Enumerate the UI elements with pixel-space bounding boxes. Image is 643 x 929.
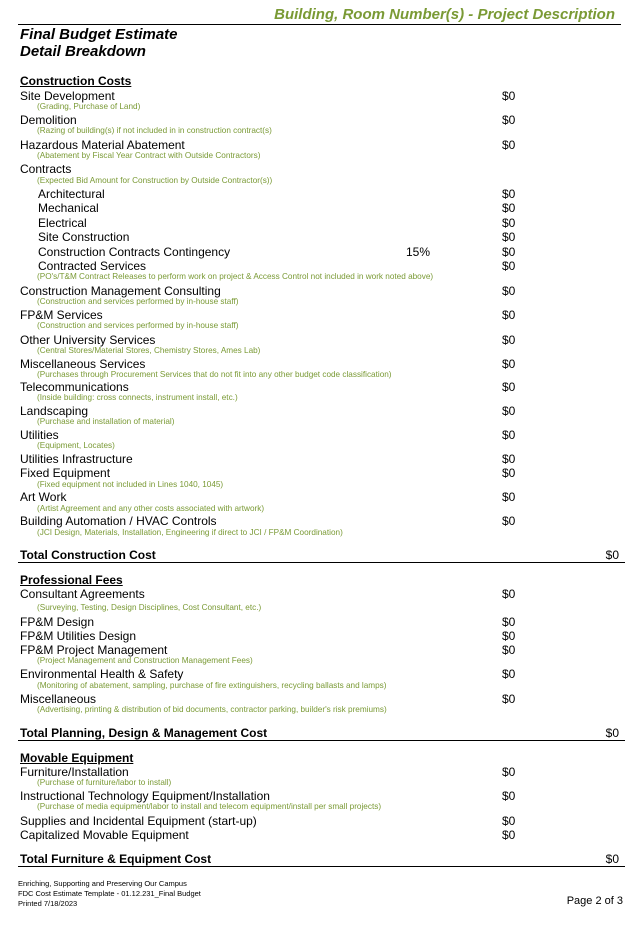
line-label: Demolition <box>20 113 77 127</box>
line-label: Architectural <box>38 187 105 201</box>
total-movable-value: $0 <box>605 852 619 866</box>
line-note: (Grading, Purchase of Land) <box>37 102 141 111</box>
line-value: $0 <box>502 615 516 629</box>
line-label: Art Work <box>20 490 67 504</box>
section-heading-movable: Movable Equipment <box>20 751 134 765</box>
line-note: (JCI Design, Materials, Installation, Engineering if direct to JCI / FP&M Coordination) <box>37 528 343 537</box>
line-note: (Project Management and Construction Management Fees) <box>37 656 253 665</box>
line-value: $0 <box>502 667 516 681</box>
line-value: $0 <box>502 629 516 643</box>
line-label: Telecommunications <box>20 380 129 394</box>
line-value: $0 <box>502 765 516 779</box>
header-rule <box>18 24 621 25</box>
line-value: $0 <box>502 789 516 803</box>
line-label: Supplies and Incidental Equipment (start-up) <box>20 814 257 828</box>
line-note: (Artist Agreement and any other costs associated with artwork) <box>37 504 265 513</box>
line-value: $0 <box>502 428 516 442</box>
line-note: (Construction and services performed by in-house staff) <box>37 321 239 330</box>
line-label: Fixed Equipment <box>20 466 111 480</box>
line-label: Construction Contracts Contingency <box>38 245 231 259</box>
total-movable-label: Total Furniture & Equipment Cost <box>20 852 212 866</box>
total-construction-value: $0 <box>605 548 619 562</box>
line-value: $0 <box>502 452 516 466</box>
line-value: $0 <box>502 187 516 201</box>
line-label: Site Construction <box>38 230 130 244</box>
line-value: $0 <box>502 230 516 244</box>
line-value: $0 <box>502 490 516 504</box>
line-value: $0 <box>502 201 516 215</box>
line-value: $0 <box>502 89 516 103</box>
total-rule <box>18 866 625 867</box>
project-header: Building, Room Number(s) - Project Description <box>274 6 615 23</box>
line-value: $0 <box>502 357 516 371</box>
line-value: $0 <box>502 692 516 706</box>
line-label: Landscaping <box>20 404 89 418</box>
line-value: $0 <box>502 284 516 298</box>
line-value: $0 <box>502 587 516 601</box>
line-value: $0 <box>502 514 516 528</box>
line-value: $0 <box>502 245 516 259</box>
line-value: $0 <box>502 404 516 418</box>
line-label: Utilities Infrastructure <box>20 452 133 466</box>
line-label: FP&M Services <box>20 308 103 322</box>
section-heading-professional: Professional Fees <box>20 573 123 587</box>
total-professional-label: Total Planning, Design & Management Cost <box>20 726 268 740</box>
line-value: $0 <box>502 333 516 347</box>
line-label: Electrical <box>38 216 87 230</box>
line-label: Furniture/Installation <box>20 765 129 779</box>
line-value: $0 <box>502 380 516 394</box>
line-note: (Purchase and installation of material) <box>37 417 175 426</box>
page-number: Page 2 of 3 <box>566 895 623 907</box>
footer-printed: Printed 7/18/2023 <box>18 899 78 908</box>
line-value: $0 <box>502 814 516 828</box>
line-label: Site Development <box>20 89 115 103</box>
line-label: Contracted Services <box>38 259 147 273</box>
line-note: (Fixed equipment not included in Lines 1040, 1045) <box>37 480 224 489</box>
line-label: FP&M Design <box>20 615 95 629</box>
line-value: $0 <box>502 828 516 842</box>
line-label: Construction Management Consulting <box>20 284 221 298</box>
line-label: Capitalized Movable Equipment <box>20 828 189 842</box>
line-note: (Monitoring of abatement, sampling, purchase of fire extinguishers, recycling ballasts and lamps) <box>37 681 387 690</box>
line-label: Building Automation / HVAC Controls <box>20 514 217 528</box>
line-label: Other University Services <box>20 333 156 347</box>
line-value: $0 <box>502 466 516 480</box>
line-value: $0 <box>502 259 516 273</box>
line-value: $0 <box>502 308 516 322</box>
footer-tagline: Enriching, Supporting and Preserving Our Campus <box>18 879 187 888</box>
line-value: $0 <box>502 138 516 152</box>
total-construction-label: Total Construction Cost <box>20 548 156 562</box>
line-label: Environmental Health & Safety <box>20 667 184 681</box>
line-note: (Expected Bid Amount for Construction by Outside Contractor(s)) <box>37 176 273 185</box>
total-professional-value: $0 <box>605 726 619 740</box>
line-note: (Razing of building(s) if not included in in construction contract(s) <box>37 126 272 135</box>
page-subtitle: Detail Breakdown <box>20 43 146 60</box>
line-value: $0 <box>502 216 516 230</box>
contingency-percent: 15% <box>406 245 431 259</box>
footer-template: FDC Cost Estimate Template - 01.12.231_Final Budget <box>18 889 201 898</box>
line-label: Hazardous Material Abatement <box>20 138 185 152</box>
line-note: (Central Stores/Material Stores, Chemistry Stores, Ames Lab) <box>37 346 261 355</box>
line-label: Mechanical <box>38 201 99 215</box>
line-note: (Inside building: cross connects, instrument install, etc.) <box>37 393 238 402</box>
total-rule <box>18 562 625 563</box>
line-label: FP&M Utilities Design <box>20 629 137 643</box>
line-label: Contracts <box>20 162 72 176</box>
line-note: (Advertising, printing & distribution of bid documents, contractor parking, builder's risk premiums) <box>37 705 387 714</box>
line-value: $0 <box>502 113 516 127</box>
line-note: (PO's/T&M Contract Releases to perform work on project & Access Control not included in work noted above) <box>37 272 434 281</box>
line-label: Miscellaneous <box>20 692 97 706</box>
line-note: (Abatement by Fiscal Year Contract with Outside Contractors) <box>37 151 261 160</box>
line-note: (Purchase of furniture/labor to install) <box>37 778 172 787</box>
line-note: (Equipment, Locates) <box>37 441 115 450</box>
line-note: (Construction and services performed by in-house staff) <box>37 297 239 306</box>
line-label: Instructional Technology Equipment/Installation <box>20 789 270 803</box>
line-note: (Surveying, Testing, Design Disciplines, Cost Consultant, etc.) <box>37 603 262 612</box>
line-label: Consultant Agreements <box>20 587 145 601</box>
page-title: Final Budget Estimate <box>20 26 178 43</box>
line-note: (Purchases through Procurement Services that do not fit into any other budget code classification) <box>37 370 392 379</box>
total-rule <box>18 740 625 741</box>
line-note: (Purchase of media equipment/labor to install and telecom equipment/install per small projects) <box>37 802 382 811</box>
line-value: $0 <box>502 643 516 657</box>
line-label: Miscellaneous Services <box>20 357 146 371</box>
line-label: FP&M Project Management <box>20 643 168 657</box>
line-label: Utilities <box>20 428 59 442</box>
section-heading-construction: Construction Costs <box>20 74 132 88</box>
